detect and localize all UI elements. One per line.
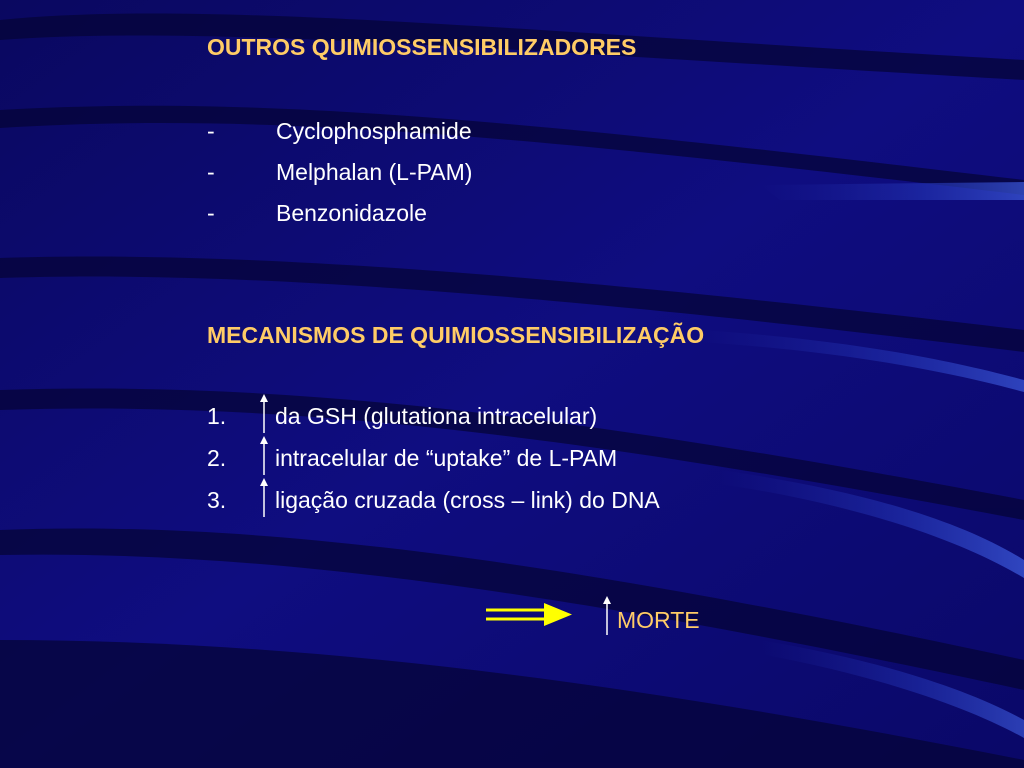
up-arrow-icon <box>601 596 613 636</box>
drug-name: Cyclophosphamide <box>276 118 472 144</box>
list-number: 3. <box>207 487 227 513</box>
up-arrow-icon <box>258 394 270 434</box>
heading-outros-quimiossensibilizadores: OUTROS QUIMIOSSENSIBILIZADORES <box>207 34 637 60</box>
mechanism-text: intracelular de “uptake” de L-PAM <box>275 445 618 471</box>
drug-name: Melphalan (L-PAM) <box>276 159 473 185</box>
morte-label: MORTE <box>617 607 700 633</box>
list-number: 1. <box>207 403 227 429</box>
heading-mecanismos-quimiossensibilizacao: MECANISMOS DE QUIMIOSSENSIBILIZAÇÃO <box>207 322 705 348</box>
drug-name: Benzonidazole <box>276 200 427 226</box>
mechanism-text: da GSH (glutationa intracelular) <box>275 403 598 429</box>
list-marker: - <box>207 118 215 144</box>
up-arrow-icon <box>258 436 270 476</box>
mechanism-text: ligação cruzada (cross – link) do DNA <box>275 487 660 513</box>
up-arrow-icon <box>258 478 270 518</box>
list-marker: - <box>207 159 215 185</box>
list-marker: - <box>207 200 215 226</box>
list-number: 2. <box>207 445 227 471</box>
conclusion-morte <box>484 596 744 646</box>
double-right-arrow-icon <box>484 602 574 628</box>
